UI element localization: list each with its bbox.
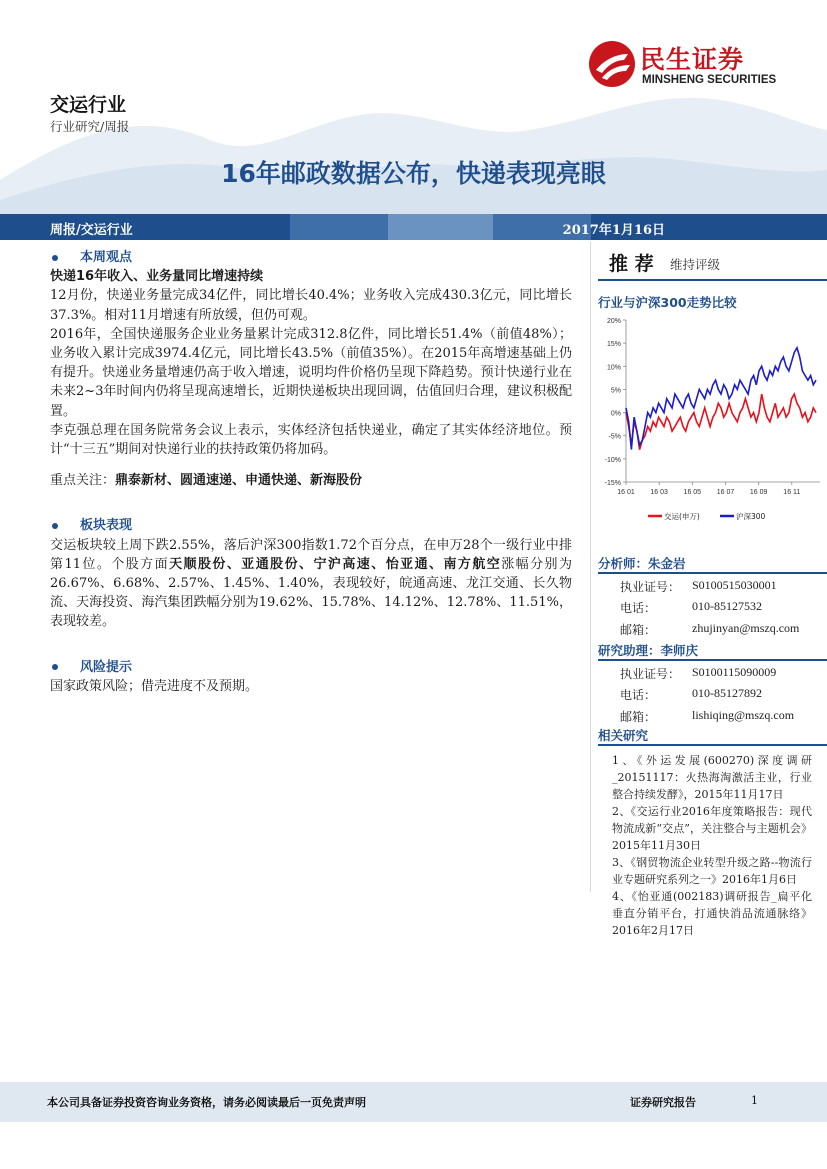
cert-label: 执业证号： xyxy=(620,667,681,681)
brand-logo xyxy=(588,38,788,98)
rating-note: 维持评级 xyxy=(670,257,721,272)
phone-value: 010-85127532 xyxy=(692,599,762,613)
chart-title: 行业与沪深300走势比较 xyxy=(598,295,737,310)
divider xyxy=(598,572,827,574)
series-line-0 xyxy=(626,394,816,450)
legend-label: 交运(申万) xyxy=(664,512,700,521)
text-run: 涨幅分别为26.67%、6.68%、2.57%、1.45%、1.40%，表现较好，皖通高速、龙江交通、长久物流、天海投资、海汽集团跌幅分别为19.62%、15.78%、14.12%、12.78%、11.51%，表现较差。 xyxy=(50,556,572,630)
cert-label: 执业证号： xyxy=(620,580,681,594)
email-label: 邮箱： xyxy=(620,623,657,637)
x-tick-label: 16 03 xyxy=(650,489,668,496)
trend-chart xyxy=(598,312,827,527)
related-item[interactable]: 1、《外运发展(600270)深度调研_20151117：火热海淘激活主业，行业整合持续发酵》，2015年11月17日 xyxy=(612,754,812,801)
paragraph: 李克强总理在国务院常务会议上表示，实体经济包括快递业，确定了其实体经济地位。预计“十三五”期间对快递行业的扶持政策仍将加码。 xyxy=(50,422,572,458)
paragraph: 12月份，快递业务量完成34亿件，同比增长40.4%；业务收入完成430.3亿元，同比增长37.3%。相对11月增速有所放缓，但仍可观。 xyxy=(50,288,572,323)
header-bar-segment xyxy=(388,214,493,240)
section-heading-text: 风险提示 xyxy=(80,659,133,675)
related-item[interactable]: 3、《钢贸物流企业转型升级之路--物流行业专题研究系列之一》2016年1月6日 xyxy=(612,856,812,886)
x-tick-label: 16 09 xyxy=(749,489,768,496)
x-tick-label: 16 01 xyxy=(617,489,635,496)
related-item[interactable]: 4、《怡亚通(002183)调研报告_扁平化垂直分销平台，打通快消品流通脉络》2016年2月17日 xyxy=(612,890,812,937)
bullet-icon xyxy=(52,523,58,529)
section-heading xyxy=(50,658,572,677)
logo-text-cn: 民生证券 xyxy=(640,45,745,74)
report-title: 16年邮政数据公布，快递表现亮眼 xyxy=(221,159,606,188)
footer-disclaimer: 本公司具备证券投资咨询业务资格，请务必阅读最后一页免责声明 xyxy=(47,1096,366,1109)
y-tick-label: 20% xyxy=(606,318,621,325)
related-research-list xyxy=(612,752,812,939)
section-heading-text: 本周观点 xyxy=(80,250,133,265)
logo-text-en: MINSHENG SECURITIES xyxy=(642,74,777,86)
phone-label: 电话： xyxy=(620,688,657,702)
bullet-icon xyxy=(52,664,58,670)
focus-label: 重点关注： xyxy=(50,473,116,489)
email-link[interactable]: lishiqing@mszq.com xyxy=(692,708,795,722)
y-tick-label: -10% xyxy=(604,456,621,464)
footer-label: 证券研究报告 xyxy=(630,1096,696,1109)
section-heading-text: 板块表现 xyxy=(80,518,133,534)
x-tick-label: 16 07 xyxy=(716,489,735,496)
y-tick-label: -15% xyxy=(604,480,621,487)
section-heading xyxy=(50,516,572,535)
x-tick-label: 16 11 xyxy=(783,489,801,496)
y-tick-label: 15% xyxy=(606,341,621,349)
phone-value: 010-85127892 xyxy=(692,686,762,700)
focus-stocks xyxy=(50,471,572,490)
minsheng-logo-icon xyxy=(588,40,636,88)
header-bar-segment xyxy=(290,214,388,240)
sidebar-divider xyxy=(590,242,591,892)
paragraph xyxy=(50,536,572,632)
y-tick-label: -5% xyxy=(608,433,621,441)
divider xyxy=(598,279,827,281)
paragraph: 国家政策风险；借壳进度不及预期。 xyxy=(50,678,259,694)
bar-report-category: 周报/交运行业 xyxy=(50,223,133,238)
section-heading xyxy=(50,248,572,267)
related-title: 相关研究 xyxy=(598,728,649,743)
focus-value: 鼎泰新材、圆通速递、申通快递、新海股份 xyxy=(115,473,363,489)
divider xyxy=(598,659,827,661)
subheading: 快递16年收入、业务量同比增速持续 xyxy=(50,269,264,285)
series-line-1 xyxy=(626,348,816,450)
report-type: 行业研究/周报 xyxy=(50,119,130,134)
text-run-bold: 天顺股份、亚通股份、宁沪高速、怡亚通、南方航空 xyxy=(169,556,502,572)
report-date: 2017年1月16日 xyxy=(562,223,665,238)
divider xyxy=(598,744,827,746)
y-tick-label: 5% xyxy=(610,387,621,395)
y-tick-label: 10% xyxy=(606,364,621,372)
related-item[interactable]: 2、《交运行业2016年度策略报告：现代物流成新“交点”，关注整合与主题机会》2015年11月30日 xyxy=(612,805,812,852)
cert-value: S0100115090009 xyxy=(692,665,777,679)
text-run: 交运板块较上周下跌2.55%，落后沪深300指数1.72个百分点，在申万28个一级行业中排第11位。个股方面 xyxy=(50,537,572,572)
email-label: 邮箱： xyxy=(620,710,657,724)
email-link[interactable]: zhujinyan@mszq.com xyxy=(692,621,800,635)
rating: 推 荐 xyxy=(609,253,654,275)
y-tick-label: 0% xyxy=(610,410,621,418)
phone-label: 电话： xyxy=(620,601,657,615)
industry-label: 交运行业 xyxy=(50,94,127,116)
paragraph: 2016年，全国快递服务企业业务量累计完成312.8亿件，同比增长51.4%（前值48%）；业务收入累计完成3974.4亿元，同比增长43.5%（前值35%）。在2015年高增速基础上仍有提升。快递业务量增速仍高于收入增速，说明均件价格仍呈现下降趋势。预计快递行业在未来2~3年时间内仍将呈现高速增长，近期快递板块出现回调，估值回归合理，建议积极配置。 xyxy=(50,326,572,419)
analyst-title: 分析师：朱金岩 xyxy=(598,556,686,571)
page-number: 1 xyxy=(751,1094,758,1107)
assistant-title: 研究助理：李师庆 xyxy=(598,643,699,658)
x-tick-label: 16 05 xyxy=(683,489,702,496)
legend-label: 沪深300 xyxy=(736,512,766,521)
cert-value: S0100515030001 xyxy=(692,578,777,592)
main-content xyxy=(50,248,572,696)
bullet-icon xyxy=(52,255,58,261)
